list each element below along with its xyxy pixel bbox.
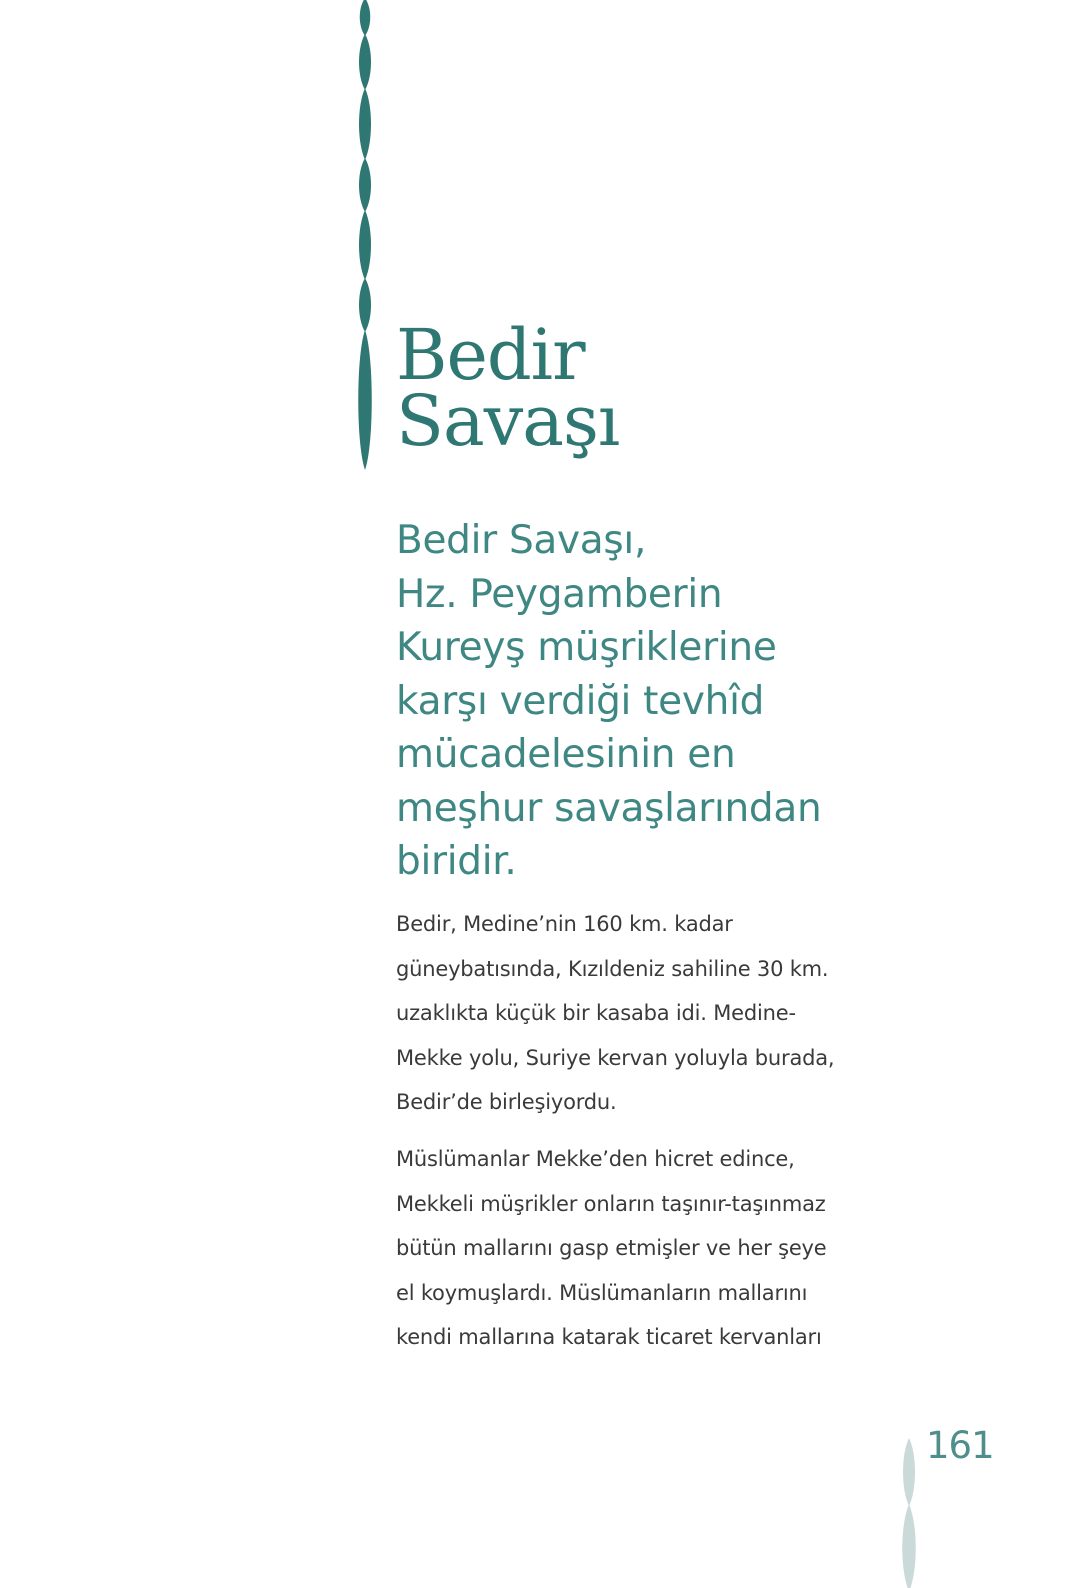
lead-paragraph [396,514,916,889]
body-line: Mekke yolu, Suriye kervan yoluyla burada, [396,1045,835,1070]
chapter-title-line-2: Savaşı [396,380,620,462]
body-line: kendi mallarına katarak ticaret kervanları [396,1325,822,1349]
lead-line: karşı verdiği tevhîd [396,678,765,724]
body-line: el koymuşlardı. Müslümanların mallarını [396,1280,808,1305]
body-line: Müslümanlar Mekke’den hicret edince, [396,1147,795,1171]
body-line: bütün mallarını gasp etmişler ve her şeye [396,1236,827,1260]
body-line: Mekkeli müşrikler onların taşınır-taşınmaz [396,1191,826,1216]
lead-line: meşhur savaşlarından [396,785,822,831]
body-line: Bedir, Medine’nin 160 km. kadar [396,912,733,936]
bead-chain-ornament-icon [898,1438,920,1588]
chapter-title-line-1: Bedir [396,314,585,396]
body-line: Bedir’de birleşiyordu. [396,1090,617,1114]
lead-line: Hz. Peygamberin [396,571,723,617]
chapter-title [396,314,620,462]
bead-chain-ornament-icon [354,0,376,480]
body-line: uzaklıkta küçük bir kasaba idi. Medine- [396,1001,796,1025]
page-number: 161 [926,1424,994,1467]
lead-line: mücadelesinin en [396,732,736,777]
lead-line: Bedir Savaşı, [396,518,647,563]
body-line: güneybatısında, Kızıldeniz sahiline 30 km. [396,956,829,981]
body-paragraph-1 [396,902,876,1125]
lead-line: biridir. [396,839,517,884]
body-paragraph-2 [396,1137,876,1360]
lead-line: Kureyş müşriklerine [396,625,777,670]
